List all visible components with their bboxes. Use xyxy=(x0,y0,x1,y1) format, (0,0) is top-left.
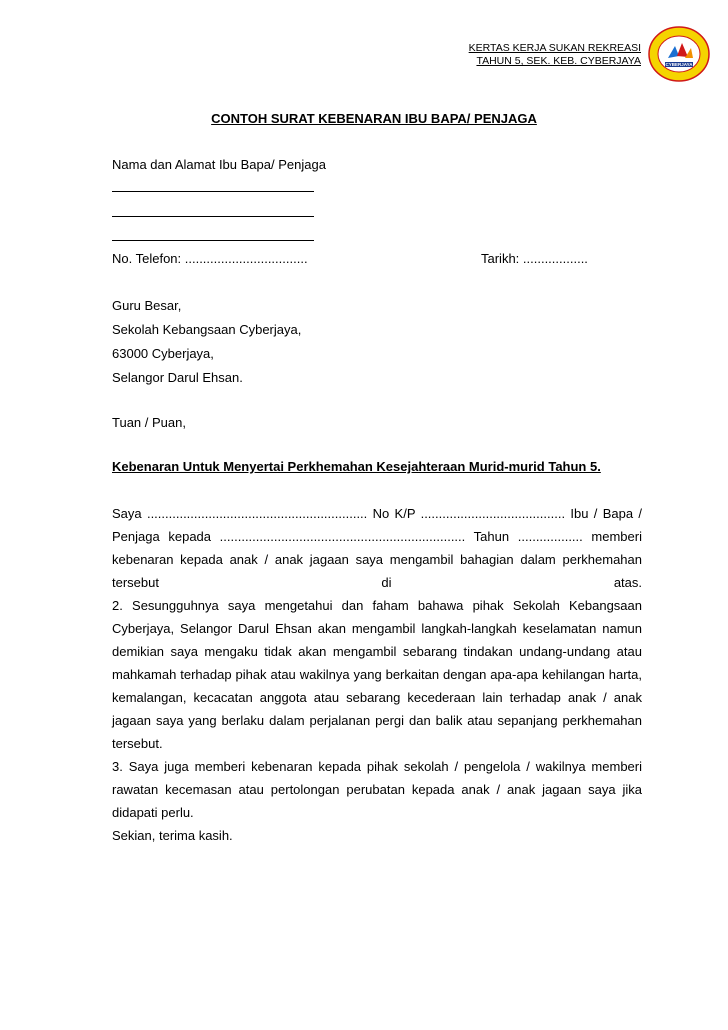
letter-body xyxy=(112,502,642,847)
recipient-line-3: 63000 Cyberjaya, xyxy=(112,346,214,361)
phone-field: No. Telefon: .................................. xyxy=(112,251,308,266)
document-header xyxy=(469,42,641,68)
paragraph-2: 2. Sesungguhnya saya mengetahui dan faham bahawa pihak Sekolah Kebangsaan Cyberjaya, Selangor Darul Ehsan akan mengambil langkah-langkah keselamatan namun demikian saya mengaku tidak akan mengambil sebarang tindakan undang-undang atau mahkamah terhadap pihak atau wakilnya yang berkaitan dengan apa-apa kehilangan harta, kemalangan, kecacatan anggota atau sebarang kecederaan lain terhadap anak / anak jagaan saya yang berlaku dalam perjalanan pergi dan balik atau sepanjang perkhemahan tersebut. xyxy=(112,598,642,751)
logo-text: CYBERJAYA xyxy=(665,62,693,67)
sender-label: Nama dan Alamat Ibu Bapa/ Penjaga xyxy=(112,157,326,172)
address-line-1[interactable] xyxy=(112,191,314,192)
address-line-2[interactable] xyxy=(112,216,314,217)
paragraph-1: Saya ............................................................. No K/P ........................................ Ibu / Bapa / Penjaga kepada .................................................................... Tahun .................. memberi kebenaran kepada anak / anak jagaan saya mengambil bahagian dalam perkhemahan tersebut di atas. xyxy=(112,506,642,590)
closing: Sekian, terima kasih. xyxy=(112,828,233,843)
page-title: CONTOH SURAT KEBENARAN IBU BAPA/ PENJAGA xyxy=(211,111,537,126)
recipient-line-4: Selangor Darul Ehsan. xyxy=(112,370,243,385)
header-line-2: TAHUN 5, SEK. KEB. CYBERJAYA xyxy=(476,55,641,67)
paragraph-3: 3. Saya juga memberi kebenaran kepada pihak sekolah / pengelola / wakilnya memberi rawatan kecemasan atau pertolongan perubatan kepada anak / anak jagaan saya jika didapati perlu. xyxy=(112,759,642,820)
school-logo xyxy=(648,26,710,82)
salutation: Tuan / Puan, xyxy=(112,415,186,430)
date-field: Tarikh: .................. xyxy=(481,251,588,266)
header-line-1: KERTAS KERJA SUKAN REKREASI xyxy=(468,42,641,54)
address-line-3[interactable] xyxy=(112,240,314,241)
recipient-line-2: Sekolah Kebangsaan Cyberjaya, xyxy=(112,322,302,337)
recipient-line-1: Guru Besar, xyxy=(112,298,182,313)
letter-subject: Kebenaran Untuk Menyertai Perkhemahan Kesejahteraan Murid-murid Tahun 5. xyxy=(112,459,601,474)
